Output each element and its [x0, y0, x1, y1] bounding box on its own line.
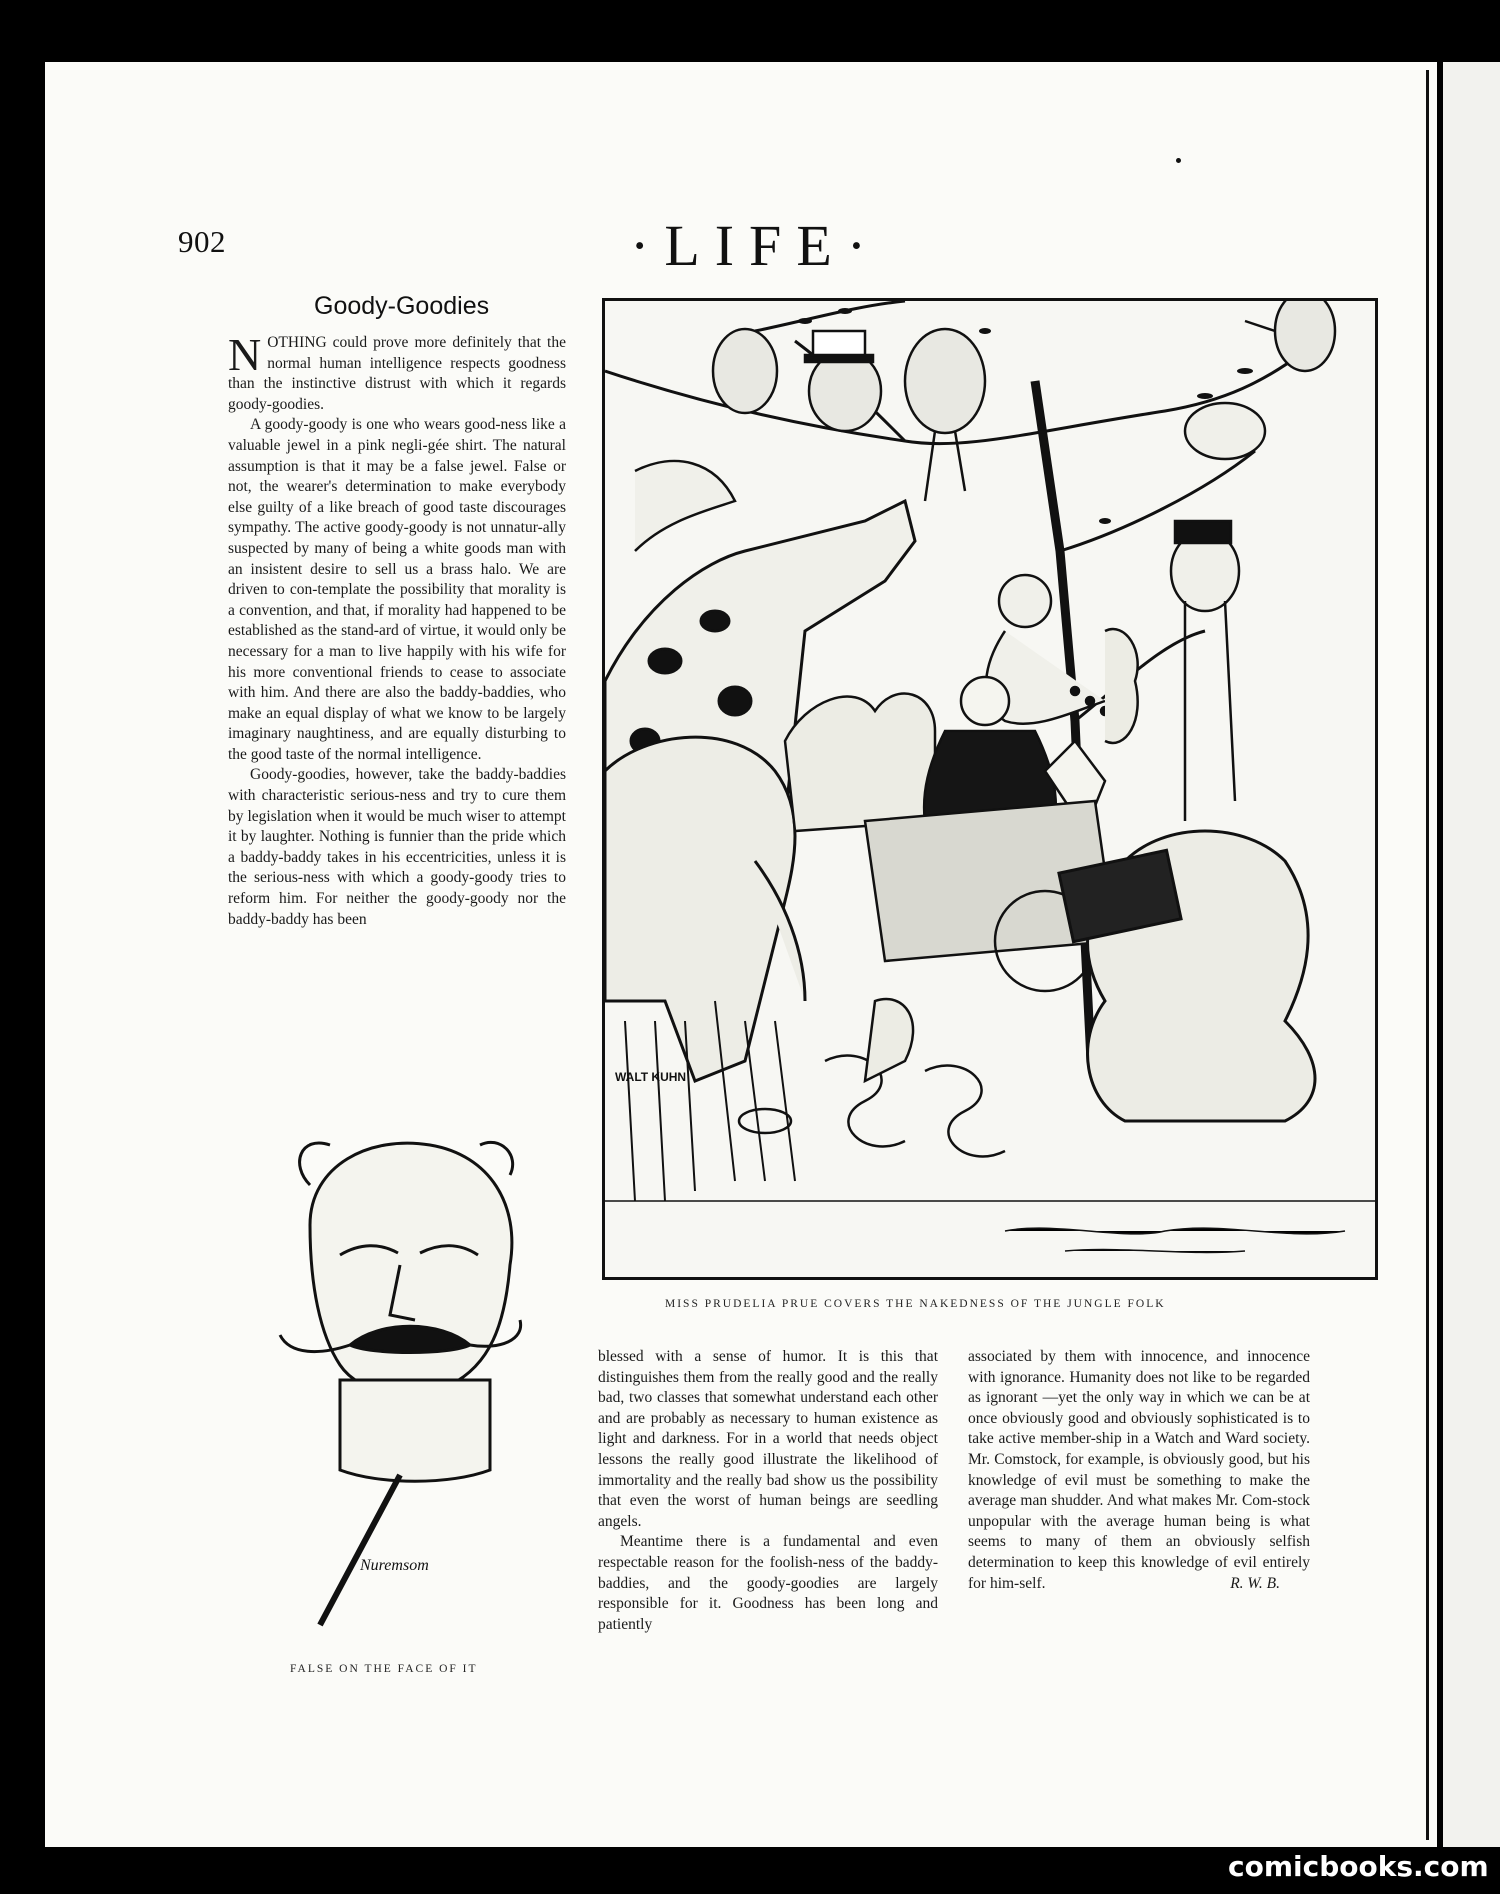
- article-paragraph: Meantime there is a fundamental and even respectable reason for the foolish-ness of the baddy-baddies, and the goody-goodies are largely responsible for it. Goodness has been long and patiently: [598, 1533, 938, 1633]
- article-paragraph: associated by them with innocence, and innocence with ignorance. Humanity does not like to be regarded as ignorant —yet the only way in which we can be at once obviously good and obviously sophisticated is to take active member-ship in a Watch and Ward society. Mr. Comstock, for example, is obviously good, but his knowledge of evil must be something to make the average man shudder. And what makes Mr. Com-stock unpopular with the average human being is what seems to many of them an obviously selfish determination to keep this knowledge of evil entirely for him-self. R. W. B.: [968, 1347, 1310, 1594]
- page-gutter: [1426, 70, 1429, 1840]
- page-number: 902: [178, 224, 226, 259]
- head-artist-signature: Nuremsom: [360, 1557, 429, 1574]
- article-paragraph: NOTHING could prove more definitely that the normal human intelligence respects goodness than the instinctive distrust with which it regards goody-goodies.: [228, 329, 566, 413]
- ink-speck: [1176, 158, 1181, 163]
- article-column-left: [228, 329, 566, 930]
- jungle-cartoon: [602, 298, 1378, 1280]
- article-column-middle: [598, 1347, 938, 1635]
- next-page-edge: [1437, 62, 1500, 1847]
- article-paragraph: blessed with a sense of humor. It is this that distinguishes them from the really good and the really bad, two classes that somewhat understand each other and are probably as necessary to human existence as light and darkness. For in a world that needs object lessons the really good illustrate the likelihood of immortality and the really bad show us the possibility that even the worst of human beings are seedling angels.: [598, 1348, 938, 1530]
- head-caption: FALSE ON THE FACE OF IT: [290, 1663, 478, 1675]
- article-column-right: [968, 1347, 1310, 1594]
- author-signature: R. W. B.: [1230, 1574, 1280, 1592]
- article-paragraph: A goody-goody is one who wears good-ness like a valuable jewel in a pink negli-gée shirt. The natural assumption is that it may be a false jewel. False or not, the wearer's determination to make everybody else guilty of a like breach of good taste discourages sympathy. The active goody-goody is not unnatur-ally suspected by many of being a white goods man with an insistent desire to sell us a brass halo. We are driven to con-template the possibility that morality is a convention, and that, if morality had happened to be established as the stand-ard of virtue, it would only be necessary for a man to live happily with his wife for his more conventional friends to cease to associate with him. And there are also the baddy-baddies, who make an equal display of what we know to be largely imaginary naughtiness, and are equally disturbing to the good taste of the normal intelligence.: [228, 416, 566, 763]
- article-paragraph: Goody-goodies, however, take the baddy-baddies with characteristic serious-ness and try to cure them by legislation when it would be much wiser to attempt it by laughter. Nothing is funnier than the pride which a baddy-baddy takes in his eccentricities, unless it is the serious-ness with which a goody-goody tries to reform him. For neither the goody-goody nor the baddy-baddy has been: [228, 766, 566, 928]
- article-title: Goody-Goodies: [314, 292, 490, 320]
- cartoon-artist-signature: WALT KUHN: [615, 1070, 687, 1084]
- drop-cap: N: [228, 329, 262, 380]
- masthead: ·LIFE·: [630, 213, 882, 278]
- cartoon-caption: MISS PRUDELIA PRUE COVERS THE NAKEDNESS OF THE JUNGLE FOLK: [665, 1298, 1166, 1310]
- caricature-head-on-pole: [250, 1125, 570, 1645]
- site-watermark: comicbooks.com: [1228, 1850, 1489, 1883]
